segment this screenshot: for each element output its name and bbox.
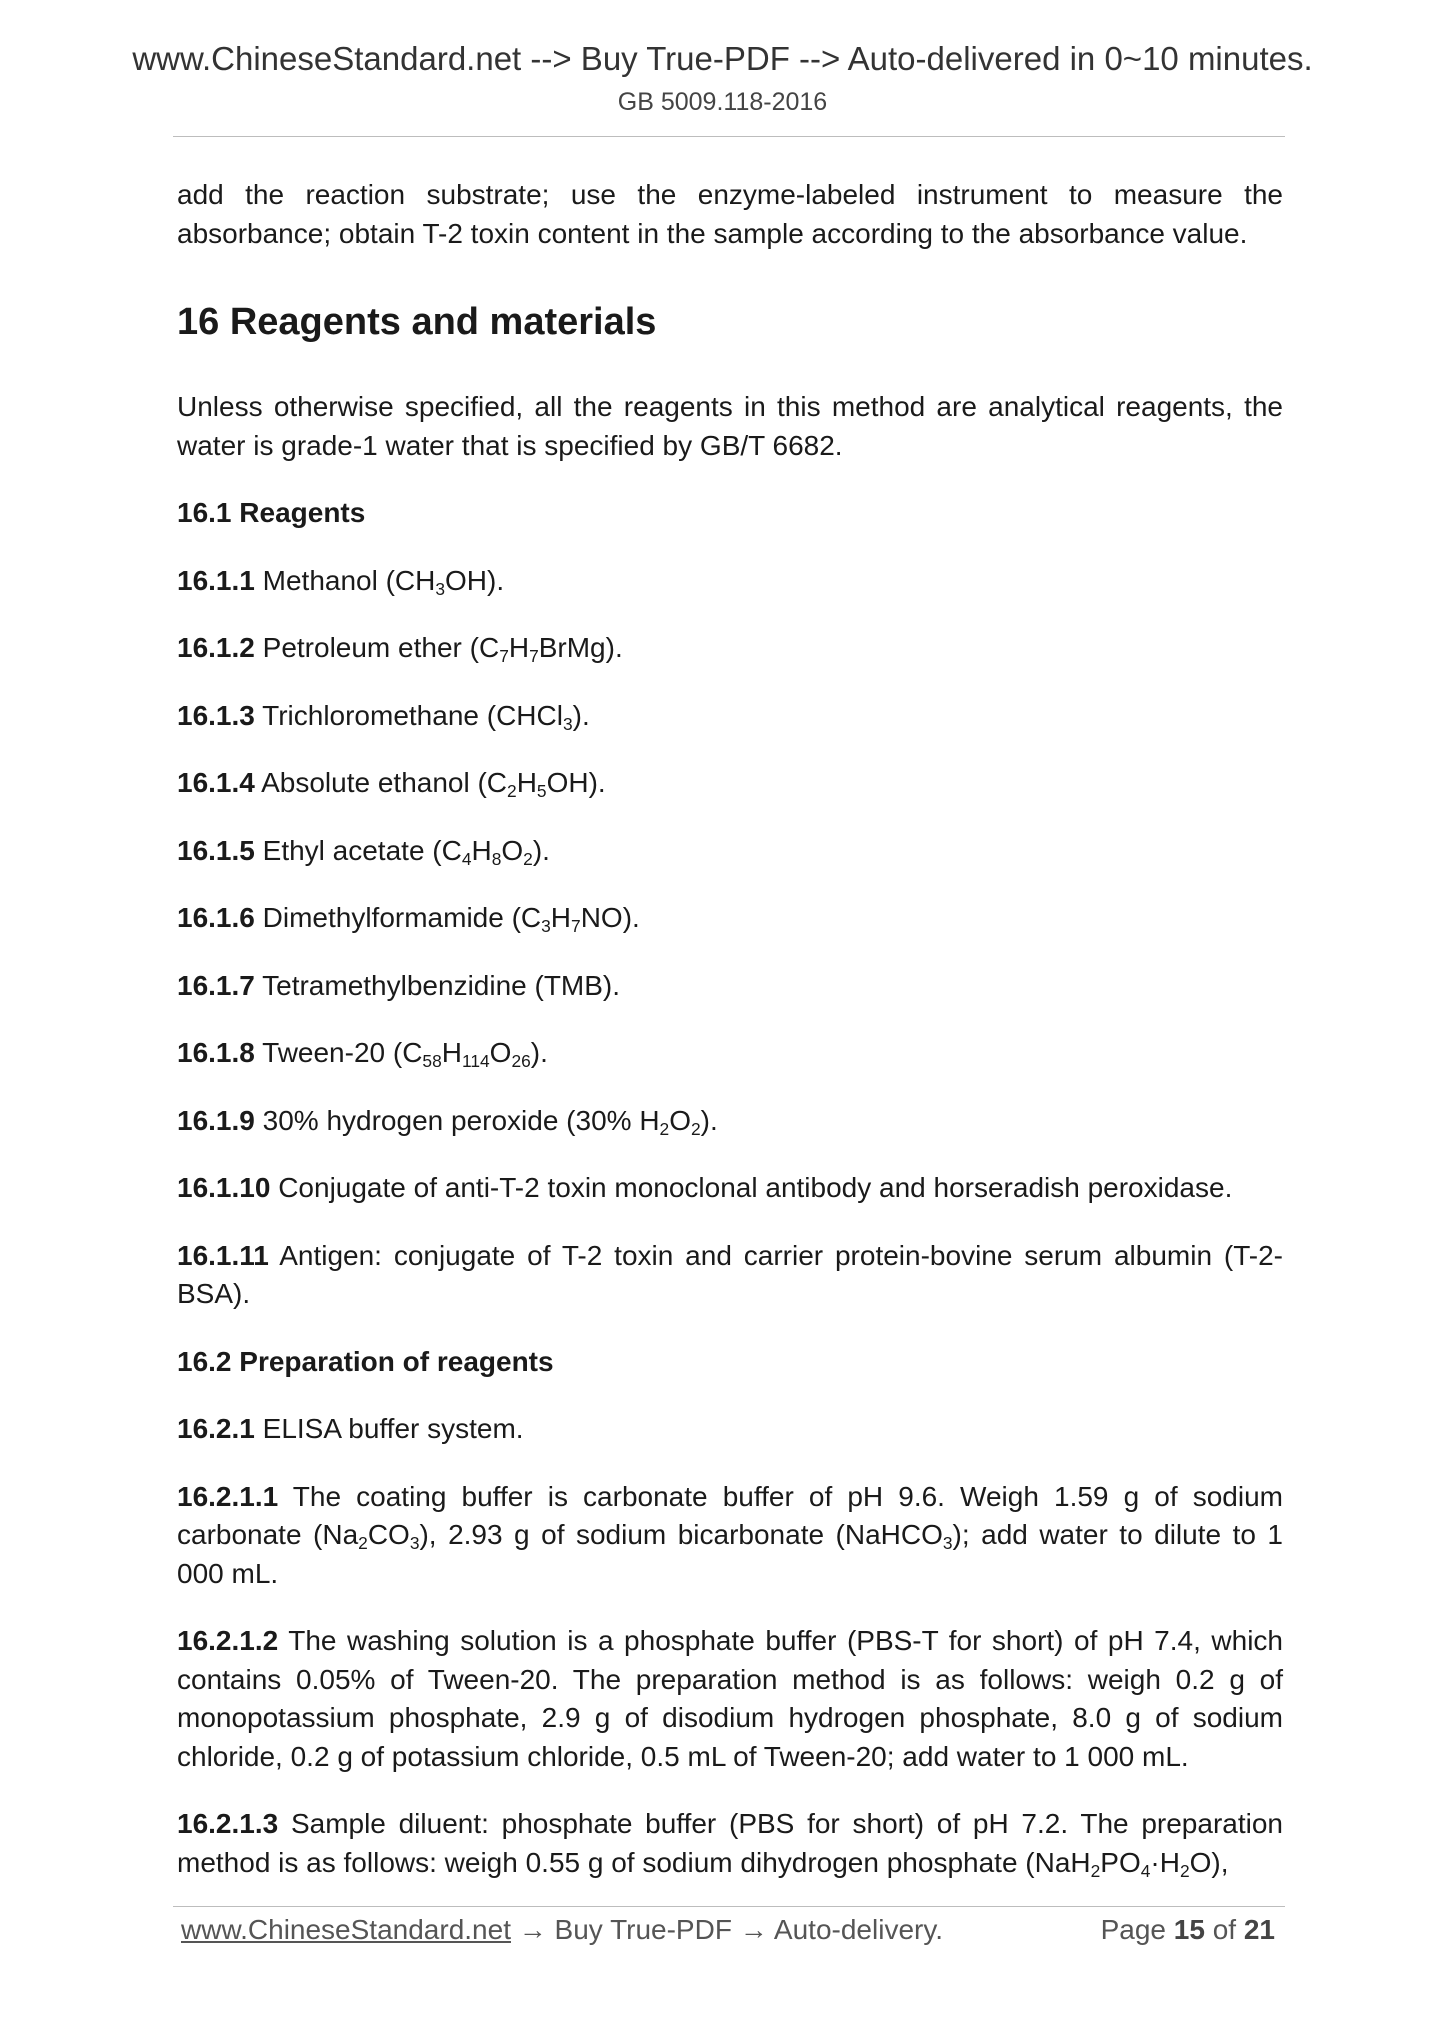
page-number: 15 <box>1173 1914 1205 1945</box>
item-number: 16.1.4 <box>177 767 255 798</box>
reagent-item-16-1-5 <box>177 832 1283 871</box>
subscript: 4 <box>461 848 472 869</box>
item-text: Methanol (CH <box>254 564 436 596</box>
subscript: 3 <box>409 1532 420 1553</box>
item-text: Antigen: conjugate of T-2 toxin and carrier protein-bovine serum albumin (T-2-BSA). <box>177 1239 1283 1309</box>
reagent-item-16-1-9 <box>177 1102 1283 1141</box>
item-text: H <box>441 1037 462 1068</box>
item-text: OH). <box>546 767 606 798</box>
item-number: 16.1.3 <box>177 699 255 731</box>
item-text: ); add water to dilute to 1 000 mL. <box>177 1519 1283 1589</box>
item-text: Trichloromethane (CHCl <box>254 699 563 731</box>
item-number: 16.1.10 <box>177 1172 271 1203</box>
page-label: Page <box>1100 1914 1174 1945</box>
item-text: H <box>516 767 537 798</box>
subscript: 4 <box>1140 1860 1151 1881</box>
subscript: 3 <box>435 578 446 599</box>
subscript: 2 <box>1179 1860 1190 1881</box>
item-number: 16.2.1.1 <box>177 1480 279 1512</box>
header-banner: www.ChineseStandard.net --> Buy True-PDF --> Auto-delivered in 0~10 minutes. <box>132 40 1313 77</box>
item-text: Dimethylformamide (C <box>254 902 542 933</box>
item-text: CO <box>367 1519 410 1550</box>
reagent-item-16-1-1 <box>177 562 1283 601</box>
item-text: Sample diluent: phosphate buffer (PBS for short) of pH 7.2. The preparation method is as follows: weigh 0.55 g of sodium dihydrogen phosphate (NaH <box>177 1808 1283 1878</box>
footer-divider <box>173 1906 1285 1907</box>
subscript: 2 <box>523 848 533 869</box>
item-number: 16.1.7 <box>177 969 255 1001</box>
item-text: O <box>501 834 524 866</box>
prep-item-16-2-1-1 <box>177 1478 1283 1594</box>
section-intro-paragraph: Unless otherwise specified, all the reagents in this method are analytical reagents, the water is grade-1 water that is specified by GB/T 6682. <box>177 391 1283 461</box>
reagent-item-16-1-8 <box>177 1034 1283 1073</box>
intro-paragraph: add the reaction substrate; use the enzyme-labeled instrument to measure the absorbance; obtain T-2 toxin content in the sample according to the absorbance value. <box>177 179 1283 249</box>
item-text: ). <box>530 1037 548 1068</box>
item-text: Tetramethylbenzidine (TMB). <box>254 969 621 1001</box>
subscript: 8 <box>491 848 502 869</box>
reagent-item-16-1-6 <box>177 899 1283 938</box>
item-text: ). <box>700 1104 718 1136</box>
subscript: 2 <box>1090 1860 1101 1881</box>
item-text: NO). <box>580 902 640 933</box>
item-number: 16.1.9 <box>177 1104 255 1136</box>
subscript: 7 <box>571 915 581 936</box>
reagent-item-16-1-10 <box>177 1169 1283 1208</box>
item-text: Conjugate of anti-T-2 toxin monoclonal antibody and horseradish peroxidase. <box>270 1172 1233 1203</box>
prep-item-16-2-1-3 <box>177 1805 1283 1882</box>
subscript: 3 <box>562 713 573 734</box>
reagent-item-16-1-2 <box>177 629 1283 668</box>
page-indicator <box>1101 1914 1275 1946</box>
subscript: 5 <box>536 780 547 801</box>
page-total: 21 <box>1243 1914 1275 1945</box>
item-number: 16.2.1.3 <box>177 1808 279 1839</box>
item-text: ). <box>532 834 550 866</box>
item-text: The washing solution is a phosphate buffer (PBS-T for short) of pH 7.4, which contains 0.05% of Tween-20. The preparation method is as follows: weigh 0.2 g of monopotassium phosphate, 2.9 g of disodium hydrogen phosphate, 8.0 g of sodium chloride, 0.2 g of potassium chloride, 0.5 mL of Tween-20; add water to 1 000 mL. <box>177 1625 1283 1772</box>
item-number: 16.1.5 <box>177 834 255 866</box>
item-number: 16.2.1.2 <box>177 1625 279 1656</box>
header-divider <box>173 136 1285 137</box>
subscript: 2 <box>690 1118 701 1139</box>
item-text: ). <box>572 699 590 731</box>
item-number: 16.1.11 <box>177 1239 269 1271</box>
item-text: H <box>550 902 572 933</box>
reagents-heading: 16.1 Reagents <box>177 497 366 528</box>
subscript: 7 <box>529 645 539 666</box>
footer-left <box>181 1914 943 1946</box>
of-label: of <box>1204 1914 1244 1945</box>
footer-website-link[interactable]: www.ChineseStandard.net <box>181 1914 511 1945</box>
item-number: 16.1.1 <box>177 564 255 596</box>
item-text: ·H <box>1150 1846 1180 1878</box>
item-number: 16.1.8 <box>177 1037 255 1068</box>
item-text: O <box>489 1037 512 1068</box>
item-text: Tween-20 (C <box>254 1037 423 1068</box>
item-text: BrMg). <box>538 632 623 663</box>
page-content <box>177 176 1283 1882</box>
reagent-item-16-1-3 <box>177 697 1283 736</box>
item-text: Petroleum ether (C <box>254 632 500 663</box>
prep-item-16-2-1-2 <box>177 1622 1283 1776</box>
subscript: 114 <box>461 1050 490 1071</box>
item-text: 30% hydrogen peroxide (30% H <box>254 1104 660 1136</box>
item-number: 16.1.2 <box>177 632 255 663</box>
subscript: 2 <box>358 1532 368 1553</box>
item-text: The coating buffer is carbonate buffer of pH 9.6. Weigh 1.59 g of sodium carbonate (Na <box>177 1480 1283 1550</box>
subscript: 3 <box>942 1532 953 1553</box>
item-text: ELISA buffer system. <box>254 1413 524 1444</box>
item-number: 16.2.1 <box>177 1413 255 1444</box>
footer-tagline: → Buy True-PDF → Auto-delivery. <box>510 1914 944 1945</box>
item-text: Absolute ethanol (C <box>254 767 508 798</box>
subscript: 3 <box>541 915 551 936</box>
item-text: H <box>471 834 492 866</box>
subscript: 7 <box>499 645 509 666</box>
reagent-item-16-1-11 <box>177 1237 1283 1314</box>
subscript: 26 <box>511 1050 531 1071</box>
prep-item-16-2-1 <box>177 1410 1283 1449</box>
item-text: Ethyl acetate (C <box>254 834 462 866</box>
section-title: 16 Reagents and materials <box>177 301 657 343</box>
item-text: ), 2.93 g of sodium bicarbonate (NaHCO <box>419 1519 943 1550</box>
item-number: 16.1.6 <box>177 902 255 933</box>
item-text: OH). <box>445 564 505 596</box>
item-text: O), <box>1189 1846 1229 1878</box>
reagent-item-16-1-4 <box>177 764 1283 803</box>
item-text: H <box>508 632 530 663</box>
reagent-item-16-1-7 <box>177 967 1283 1006</box>
subscript: 58 <box>422 1050 442 1071</box>
document-code: GB 5009.118-2016 <box>617 88 828 116</box>
item-text: O <box>669 1104 691 1136</box>
item-text: PO <box>1100 1846 1141 1878</box>
preparation-heading: 16.2 Preparation of reagents <box>177 1345 554 1377</box>
subscript: 2 <box>507 780 517 801</box>
subscript: 2 <box>659 1118 670 1139</box>
